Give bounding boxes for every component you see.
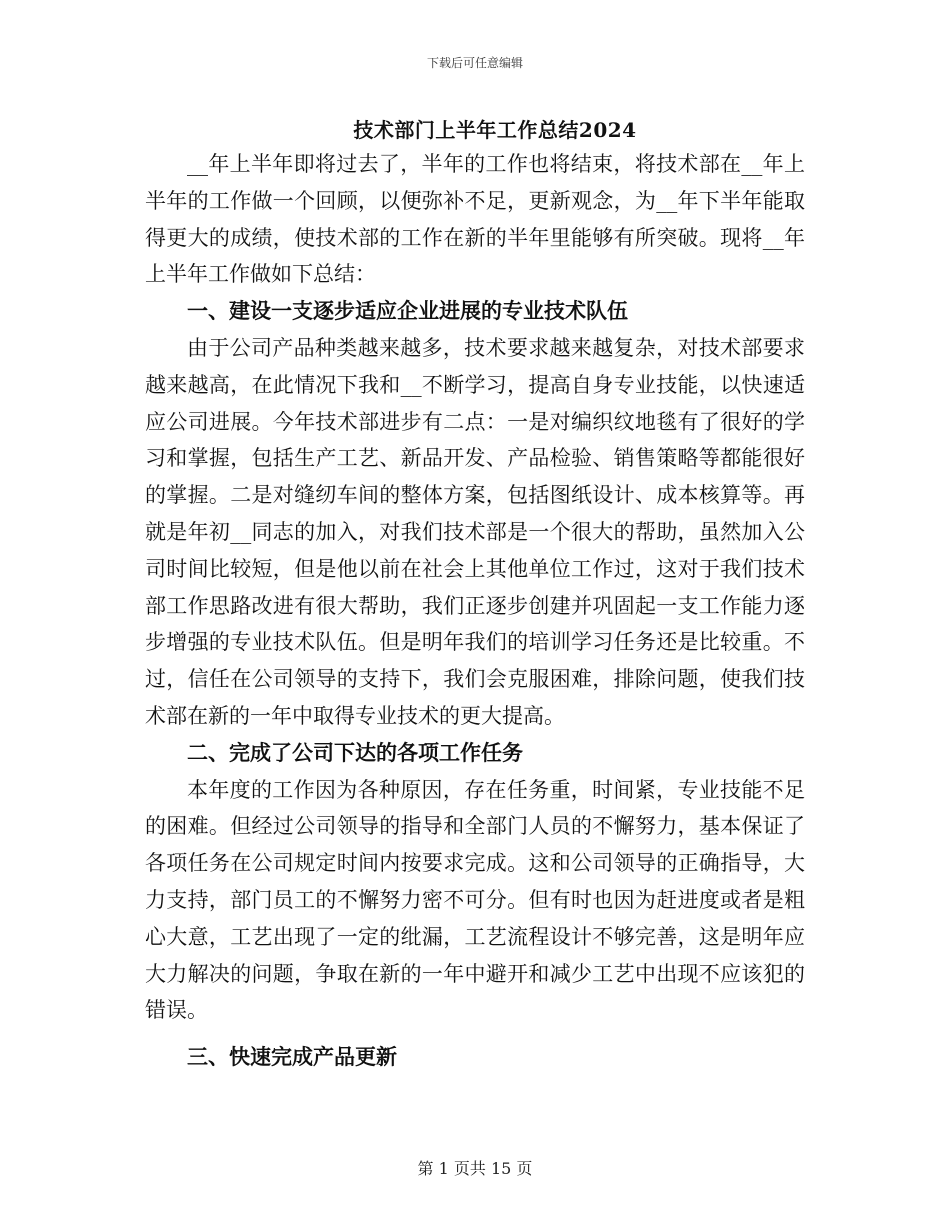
section-2-heading: 二、完成了公司下达的各项工作任务 [187,739,523,765]
document-body [145,146,805,1076]
section-3-heading: 三、快速完成产品更新 [187,1044,397,1070]
page-footer: 第 1 页共 15 页 [417,1159,533,1178]
section-2-paragraph: 本年度的工作因为各种原因，存在任务重，时间紧，专业技能不足的困难。但经过公司领导的指导和全部门人员的不懈努力，基本保证了各项任务在公司规定时间内按要求完成。这和公司领导的正确指导，大力支持，部门员工的不懈努力密不可分。但有时也因为赶进度或者是粗心大意，工艺出现了一定的纰漏，工艺流程设计不够完善，这是明年应大力解决的问题，争取在新的一年中避开和减少工艺中出现不应该犯的错误。 [145,777,805,1023]
header-note: 下载后可任意编辑 [426,56,523,70]
intro-paragraph: __年上半年即将过去了，半年的工作也将结束，将技术部在__年上半年的工作做一个回顾，以便弥补不足，更新观念，为__年下半年能取得更大的成绩，使技术部的工作在新的半年里能够有所突破。现将__年上半年工作做如下总结： [145,152,805,287]
section-1-heading: 一、建设一支逐步适应企业进展的专业技术队伍 [187,298,628,324]
document-title: 技术部门上半年工作总结2024 [353,118,637,142]
section-1-paragraph: 由于公司产品种类越来越多，技术要求越来越复杂，对技术部要求越来越高，在此情况下我和__不断学习，提高自身专业技能，以快速适应公司进展。今年技术部进步有二点：一是对编织纹地毯有了很好的学习和掌握，包括生产工艺、新品开发、产品检验、销售策略等都能很好的掌握。二是对缝纫车间的整体方案，包括图纸设计、成本核算等。再就是年初__同志的加入，对我们技术部是一个很大的帮助，虽然加入公司时间比较短，但是他以前在社会上其他单位工作过，这对于我们技术部工作思路改进有很大帮助，我们正逐步创建并巩固起一支工作能力逐步增强的专业技术队伍。但是明年我们的培训学习任务还是比较重。不过，信任在公司领导的支持下，我们会克服困难，排除问题，使我们技术部在新的一年中取得专业技术的更大提高。 [145,335,805,728]
